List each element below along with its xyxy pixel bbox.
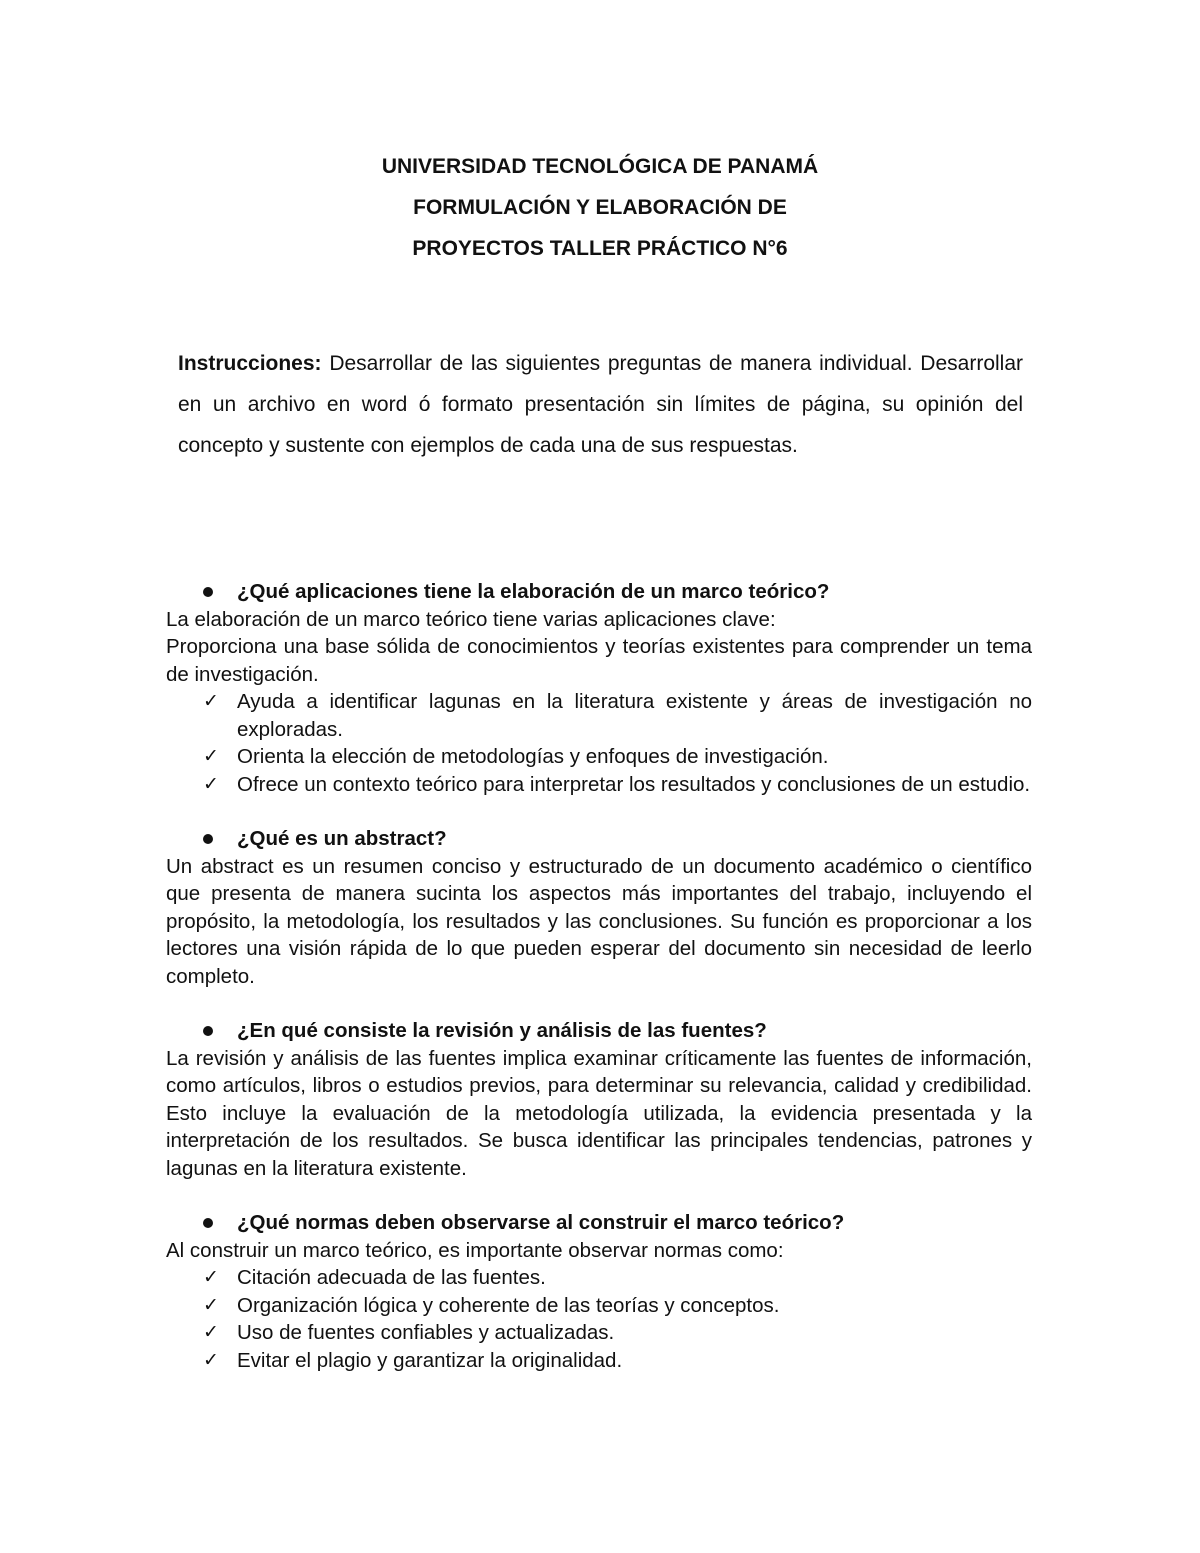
checkmark-icon: ✓ — [203, 745, 219, 767]
checkmark-icon: ✓ — [203, 1293, 219, 1316]
title-line-workshop: PROYECTOS TALLER PRÁCTICO N°6 — [412, 237, 788, 260]
instructions-text: Desarrollar de las siguientes preguntas de manera individual. Desarrollar en un archivo en word ó formato presentación sin límites de página, su opinión del concepto y sustente con ejemplos de cada una de sus respuestas. — [178, 352, 1023, 457]
answer-paragraph: Proporciona una base sólida de conocimientos y teorías existentes para comprender un tema de investigación. — [166, 635, 1032, 686]
answer-paragraph: Un abstract es un resumen conciso y estructurado de un documento académico o científico que presenta de manera sucinta los aspectos más importantes del trabajo, incluyendo el propósito, la metodología, los resultados y las conclusiones. Su función es proporcionar a los lectores una visión rápida de lo que pueden esperar del documento sin necesidad de leerlo completo. — [166, 854, 1032, 988]
checklist-item — [166, 1292, 1032, 1320]
checklist-item-text: Organización lógica y coherente de las teorías y conceptos. — [237, 1293, 780, 1317]
checkmark-icon: ✓ — [203, 1266, 219, 1288]
title-line-course: FORMULACIÓN Y ELABORACIÓN DE — [413, 196, 787, 219]
answer-paragraph: La elaboración de un marco teórico tiene varias aplicaciones clave: — [166, 607, 776, 631]
answer-paragraph: La revisión y análisis de las fuentes implica examinar críticamente las fuentes de información, como artículos, libros o estudios previos, para determinar su relevancia, calidad y credibilidad. Esto incluye la evaluación de la metodología utilizada, la evidencia presentada y la interpretación de los resultados. Se busca identificar las principales tendencias, patrones y lagunas en la literatura existente. — [166, 1046, 1032, 1180]
checklist-item-text: Ofrece un contexto teórico para interpretar los resultados y conclusiones de un estudio. — [237, 772, 1031, 796]
question-section-revision-fuentes — [166, 1017, 1032, 1182]
checklist-item — [166, 743, 1032, 771]
checklist-item — [166, 1264, 1032, 1292]
checklist-item — [166, 1319, 1032, 1347]
question-heading — [166, 1017, 1032, 1045]
instructions-label: Instrucciones: — [178, 352, 322, 375]
bullet-icon — [203, 834, 213, 844]
question-section-normas — [166, 1209, 1032, 1374]
answer-paragraph: Al construir un marco teórico, es importante observar normas como: — [166, 1238, 784, 1262]
checklist — [166, 1264, 1032, 1374]
checklist-item-text: Evitar el plagio y garantizar la originalidad. — [237, 1348, 623, 1372]
bullet-icon — [203, 587, 213, 597]
question-heading — [166, 1209, 1032, 1237]
checkmark-icon: ✓ — [203, 772, 219, 795]
document-title — [0, 146, 1200, 269]
bullet-icon — [203, 1026, 213, 1036]
question-text: ¿Qué es un abstract? — [237, 827, 447, 850]
bullet-icon — [203, 1218, 213, 1228]
checklist-item-text: Ayuda a identificar lagunas en la literatura existente y áreas de investigación no exploradas. — [237, 690, 1032, 741]
question-text: ¿Qué aplicaciones tiene la elaboración de un marco teórico? — [237, 580, 830, 603]
checklist — [166, 688, 1032, 798]
checklist-item-text: Citación adecuada de las fuentes. — [237, 1266, 546, 1289]
questions-content — [166, 578, 1032, 1401]
checklist-item — [166, 771, 1032, 799]
checkmark-icon: ✓ — [203, 1321, 219, 1343]
checklist-item — [166, 1347, 1032, 1375]
question-section-marco-teorico — [166, 578, 1032, 798]
title-line-university: UNIVERSIDAD TECNOLÓGICA DE PANAMÁ — [381, 155, 819, 178]
checklist-item-text: Uso de fuentes confiables y actualizadas. — [237, 1321, 615, 1344]
question-text: ¿En qué consiste la revisión y análisis de las fuentes? — [237, 1019, 767, 1042]
instructions-paragraph — [178, 343, 1023, 466]
question-heading — [166, 578, 1032, 606]
question-section-abstract — [166, 825, 1032, 990]
checklist-item-text: Orienta la elección de metodologías y enfoques de investigación. — [237, 745, 829, 768]
checkmark-icon: ✓ — [203, 690, 219, 712]
question-text: ¿Qué normas deben observarse al construir el marco teórico? — [237, 1211, 845, 1234]
checklist-item — [166, 688, 1032, 743]
question-heading — [166, 825, 1032, 853]
checkmark-icon: ✓ — [203, 1348, 219, 1371]
